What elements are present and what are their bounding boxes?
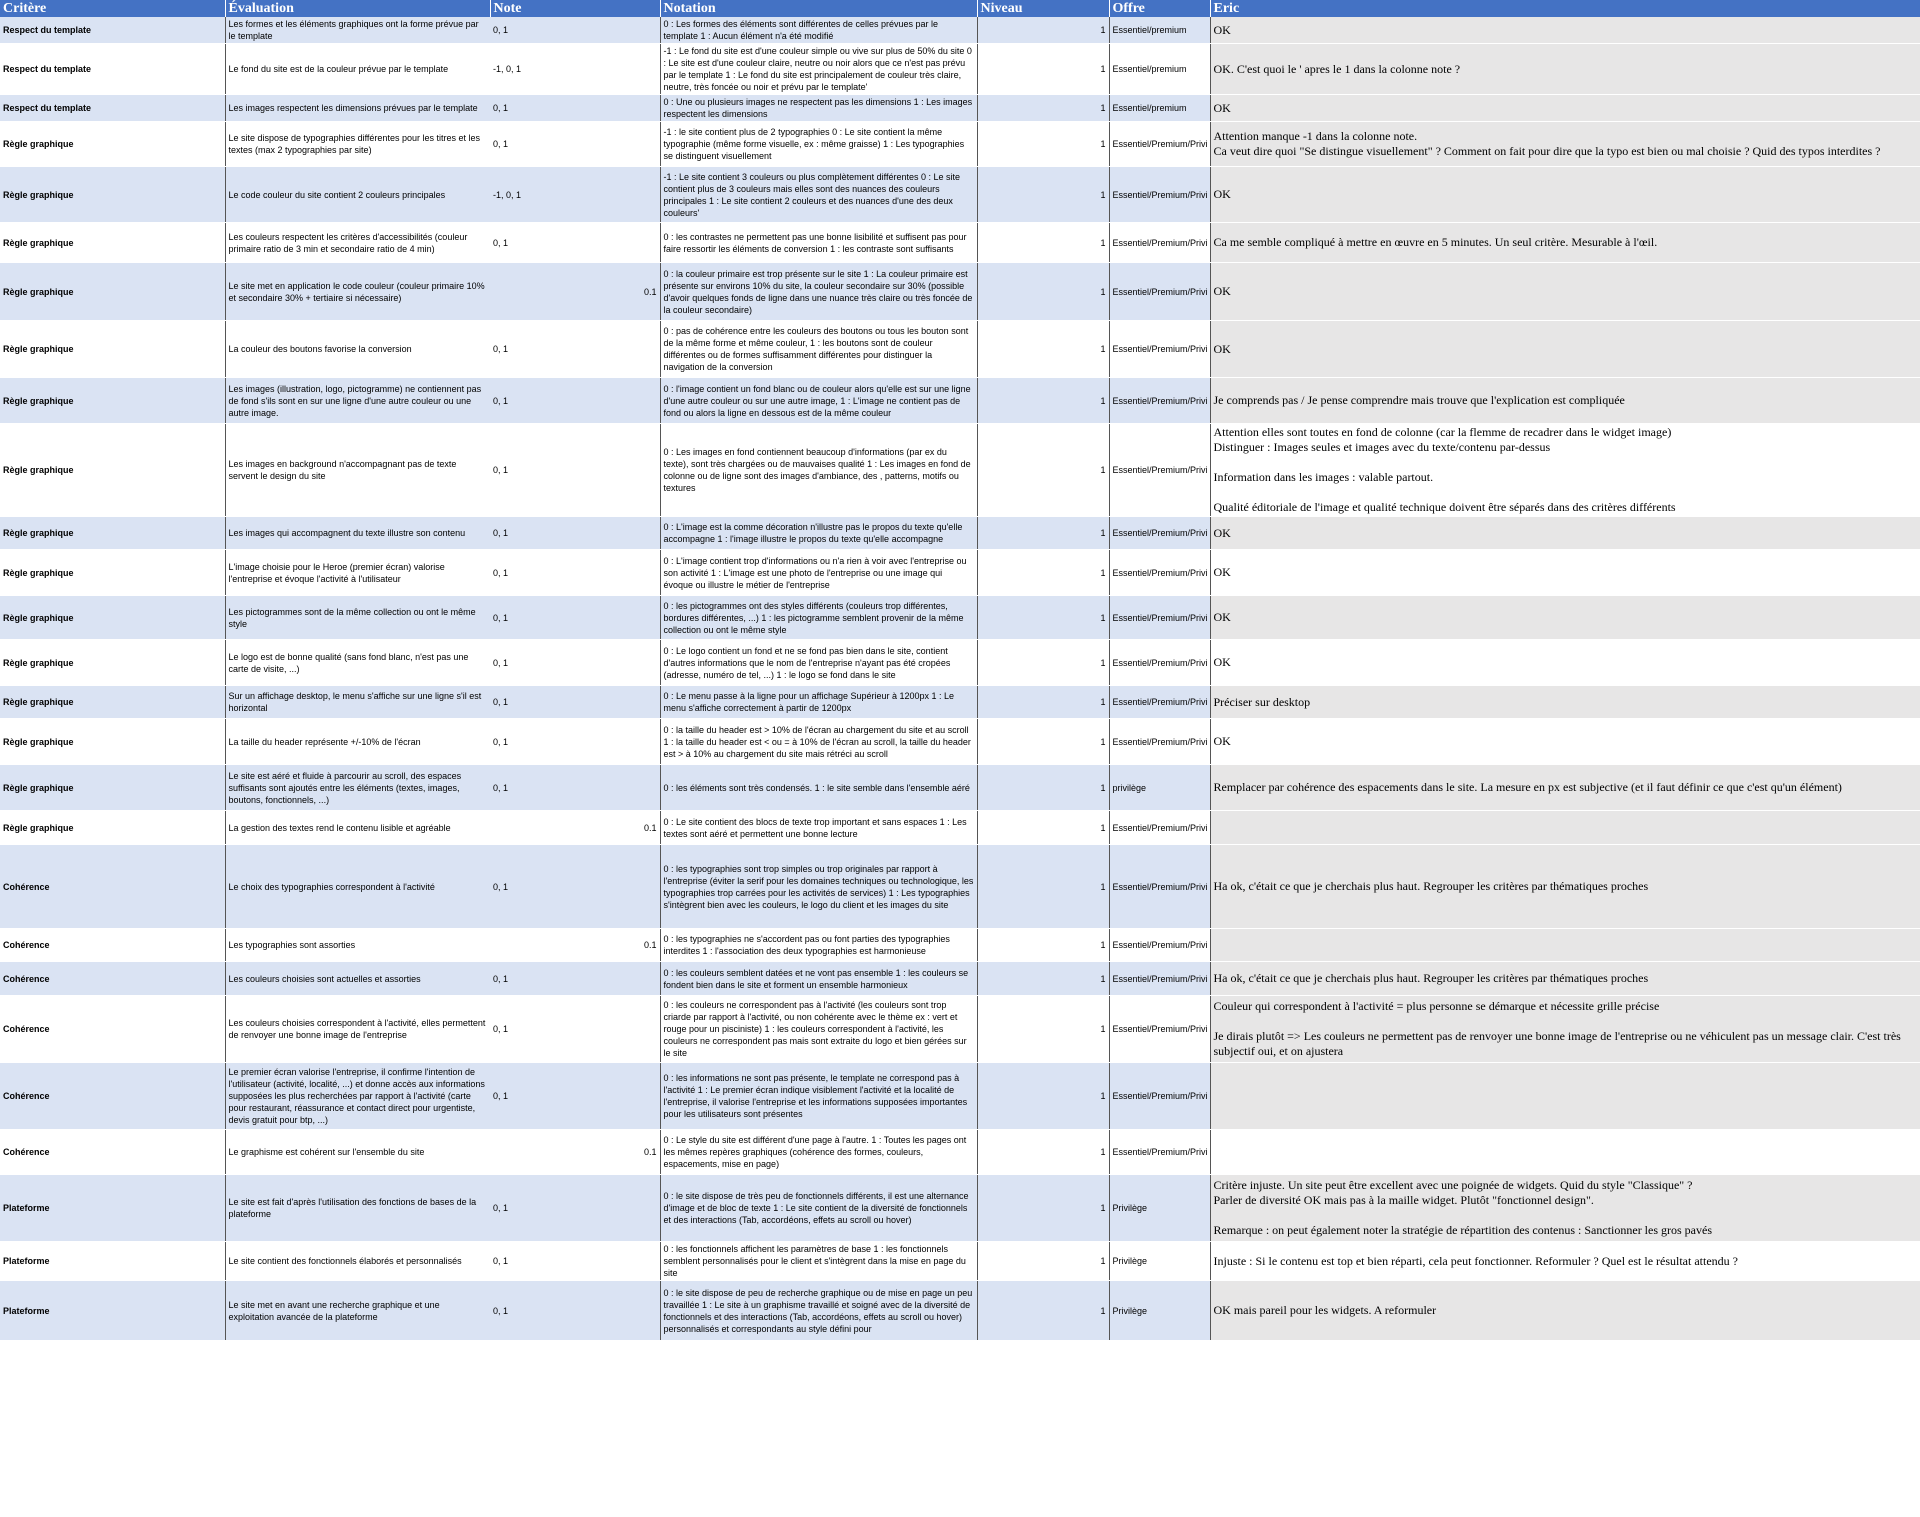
cell-critere[interactable]: Règle graphique <box>0 517 225 550</box>
cell-critere[interactable]: Règle graphique <box>0 596 225 640</box>
cell-critere[interactable]: Règle graphique <box>0 640 225 686</box>
cell-note[interactable]: 0.1 <box>490 929 660 962</box>
cell-notation[interactable]: 0 : l'image contient un fond blanc ou de couleur alors qu'elle est sur une ligne d'une autre couleur ou sur une autre image, 1 : L'image ne contient pas de fond ou alors la ligne en dessous est de la même couleur <box>660 378 977 424</box>
cell-notation[interactable]: 0 : les fonctionnels affichent les paramètres de base 1 : les fonctionnels semblent personnalisés pour le client et s'intègrent dans la mise en page du site <box>660 1242 977 1281</box>
cell-critere[interactable]: Respect du template <box>0 95 225 122</box>
cell-eric[interactable]: Couleur qui correspondent à l'activité = plus personne se démarque et nécessite grille précise Je dirais plutôt => Les couleurs ne permettent pas de renvoyer une bonne image de l'entreprise ou ne véhiculent pas un message clair. C'est très subjectif oui, et on ajustera <box>1210 996 1920 1063</box>
cell-evaluation[interactable]: Les typographies sont assorties <box>225 929 490 962</box>
cell-notation[interactable]: 0 : la taille du header est > 10% de l'écran au chargement du site et au scroll 1 : la taille du header est < ou = à 10% de l'écran au scroll, la taille du header est > à 10% au chargement du site mais rétréci au scroll <box>660 719 977 765</box>
cell-critere[interactable]: Cohérence <box>0 929 225 962</box>
cell-niveau[interactable]: 1 <box>977 424 1109 517</box>
cell-note[interactable]: 0, 1 <box>490 1175 660 1242</box>
cell-offre[interactable]: Essentiel/Premium/Privi <box>1109 1063 1210 1130</box>
table-row <box>0 596 1920 640</box>
cell-offre[interactable]: Essentiel/Premium/Privi <box>1109 962 1210 996</box>
cell-critere[interactable]: Cohérence <box>0 962 225 996</box>
cell-eric[interactable]: Remplacer par cohérence des espacements dans le site. La mesure en px est subjective (et il faut définir ce que c'est qu'un élément) <box>1210 765 1920 811</box>
cell-eric[interactable]: Attention manque -1 dans la colonne note. Ca veut dire quoi "Se distingue visuellement" ? Comment on fait pour dire que la typo est bien ou mal choisie ? Quid des typos interdites ? <box>1210 122 1920 167</box>
cell-offre[interactable]: Privilège <box>1109 1281 1210 1341</box>
cell-evaluation[interactable]: Le site met en avant une recherche graphique et une exploitation avancée de la plateforme <box>225 1281 490 1341</box>
cell-niveau[interactable]: 1 <box>977 122 1109 167</box>
cell-offre[interactable]: Essentiel/Premium/Privi <box>1109 424 1210 517</box>
cell-offre[interactable]: privilège <box>1109 765 1210 811</box>
table-row <box>0 223 1920 263</box>
cell-offre[interactable]: Essentiel/Premium/Privi <box>1109 811 1210 845</box>
table-row <box>0 44 1920 95</box>
cell-offre[interactable]: Essentiel/Premium/Privi <box>1109 845 1210 929</box>
cell-offre[interactable]: Essentiel/Premium/Privi <box>1109 223 1210 263</box>
cell-evaluation[interactable]: Le site est aéré et fluide à parcourir au scroll, des espaces suffisants sont ajoutés entre les éléments (textes, images, boutons, fonctionnels, ...) <box>225 765 490 811</box>
cell-eric[interactable]: OK <box>1210 719 1920 765</box>
cell-offre[interactable]: Essentiel/premium <box>1109 17 1210 44</box>
cell-critere[interactable]: Règle graphique <box>0 321 225 378</box>
cell-offre[interactable]: Essentiel/premium <box>1109 44 1210 95</box>
table-row <box>0 765 1920 811</box>
cell-niveau[interactable]: 1 <box>977 1242 1109 1281</box>
cell-evaluation[interactable]: Le site contient des fonctionnels élaborés et personnalisés <box>225 1242 490 1281</box>
cell-critere[interactable]: Règle graphique <box>0 122 225 167</box>
cell-eric[interactable]: OK <box>1210 517 1920 550</box>
cell-niveau[interactable]: 1 <box>977 1281 1109 1341</box>
table-row <box>0 517 1920 550</box>
cell-critere[interactable]: Respect du template <box>0 44 225 95</box>
cell-offre[interactable]: Essentiel/Premium/Privi <box>1109 929 1210 962</box>
cell-notation[interactable]: 0 : les couleurs semblent datées et ne vont pas ensemble 1 : les couleurs se fondent bien dans le site et forment un ensemble harmonieux <box>660 962 977 996</box>
cell-offre[interactable]: Essentiel/Premium/Privi <box>1109 1130 1210 1175</box>
cell-note[interactable]: 0, 1 <box>490 424 660 517</box>
header-critere[interactable]: Critère <box>0 0 225 17</box>
cell-offre[interactable]: Essentiel/Premium/Privi <box>1109 596 1210 640</box>
cell-eric[interactable]: OK <box>1210 167 1920 223</box>
cell-niveau[interactable]: 1 <box>977 640 1109 686</box>
cell-note[interactable]: 0, 1 <box>490 17 660 44</box>
cell-niveau[interactable]: 1 <box>977 686 1109 719</box>
cell-niveau[interactable]: 1 <box>977 962 1109 996</box>
cell-evaluation[interactable]: Les pictogrammes sont de la même collection ou ont le même style <box>225 596 490 640</box>
cell-eric[interactable] <box>1210 1063 1920 1130</box>
cell-offre[interactable]: Essentiel/Premium/Privi <box>1109 517 1210 550</box>
cell-eric[interactable]: OK <box>1210 596 1920 640</box>
cell-niveau[interactable]: 1 <box>977 167 1109 223</box>
cell-notation[interactable]: 0 : les typographies sont trop simples ou trop originales par rapport à l'entreprise (éviter la serif pour les domaines techniques ou technologique, les typographies trop carrées pour les activités de services) 1 : Les typographies s'intègrent bien avec les couleurs, le logo du client et les images du site <box>660 845 977 929</box>
cell-notation[interactable]: 0 : L'image est la comme décoration n'illustre pas le propos du texte qu'elle accompagne 1 : l'image illustre le propos du texte qu'elle accompagne <box>660 517 977 550</box>
cell-note[interactable]: 0, 1 <box>490 122 660 167</box>
cell-offre[interactable]: Essentiel/Premium/Privi <box>1109 996 1210 1063</box>
table-row <box>0 1130 1920 1175</box>
cell-niveau[interactable]: 1 <box>977 44 1109 95</box>
cell-note[interactable]: 0, 1 <box>490 95 660 122</box>
cell-niveau[interactable]: 1 <box>977 517 1109 550</box>
table-row <box>0 550 1920 596</box>
table-row <box>0 996 1920 1063</box>
cell-note[interactable]: -1, 0, 1 <box>490 167 660 223</box>
cell-eric[interactable]: Ha ok, c'était ce que je cherchais plus haut. Regrouper les critères par thématiques proches <box>1210 962 1920 996</box>
cell-evaluation[interactable]: Le graphisme est cohérent sur l'ensemble du site <box>225 1130 490 1175</box>
cell-notation[interactable]: 0 : les typographies ne s'accordent pas ou font parties des typographies interdites 1 : l'association des deux typographies est harmonieuse <box>660 929 977 962</box>
cell-eric[interactable]: OK <box>1210 640 1920 686</box>
cell-eric[interactable]: OK. C'est quoi le ' apres le 1 dans la colonne note ? <box>1210 44 1920 95</box>
table-row <box>0 17 1920 44</box>
cell-niveau[interactable]: 1 <box>977 550 1109 596</box>
cell-note[interactable]: 0, 1 <box>490 1063 660 1130</box>
table-row <box>0 1063 1920 1130</box>
cell-eric[interactable]: Attention elles sont toutes en fond de colonne (car la flemme de recadrer dans le widget image) Distinguer : Images seules et images avec du texte/contenu par-dessus Information dans les images : valable partout. Qualité éditoriale de l'image et qualité technique doivent être séparés dans des critères différents <box>1210 424 1920 517</box>
cell-offre[interactable]: Essentiel/Premium/Privi <box>1109 686 1210 719</box>
table-row <box>0 686 1920 719</box>
cell-note[interactable]: 0.1 <box>490 1130 660 1175</box>
cell-offre[interactable]: Essentiel/Premium/Privi <box>1109 640 1210 686</box>
cell-niveau[interactable]: 1 <box>977 765 1109 811</box>
cell-note[interactable]: -1, 0, 1 <box>490 44 660 95</box>
cell-evaluation[interactable]: La taille du header représente +/-10% de l'écran <box>225 719 490 765</box>
cell-niveau[interactable]: 1 <box>977 845 1109 929</box>
cell-offre[interactable]: Essentiel/Premium/Privi <box>1109 719 1210 765</box>
cell-critere[interactable]: Règle graphique <box>0 765 225 811</box>
table-row <box>0 321 1920 378</box>
cell-evaluation[interactable]: Les images (illustration, logo, pictogramme) ne contiennent pas de fond s'ils sont en sur une ligne d'une autre couleur ou une autre image. <box>225 378 490 424</box>
cell-critere[interactable]: Plateforme <box>0 1175 225 1242</box>
cell-note[interactable]: 0, 1 <box>490 550 660 596</box>
cell-evaluation[interactable]: Les formes et les éléments graphiques ont la forme prévue par le template <box>225 17 490 44</box>
cell-offre[interactable]: Essentiel/Premium/Privi <box>1109 122 1210 167</box>
cell-notation[interactable]: 0 : Le style du site est différent d'une page à l'autre. 1 : Toutes les pages ont les mêmes repères graphiques (cohérence des formes, couleurs, espacements, mise en page) <box>660 1130 977 1175</box>
cell-evaluation[interactable]: Le site est fait d'après l'utilisation des fonctions de bases de la plateforme <box>225 1175 490 1242</box>
cell-note[interactable]: 0, 1 <box>490 378 660 424</box>
cell-evaluation[interactable]: Les couleurs choisies correspondent à l'activité, elles permettent de renvoyer une bonne image de l'entreprise <box>225 996 490 1063</box>
cell-evaluation[interactable]: Le site met en application le code couleur (couleur primaire 10% et secondaire 30% + tertiaire si nécessaire) <box>225 263 490 321</box>
cell-critere[interactable]: Plateforme <box>0 1281 225 1341</box>
cell-eric[interactable]: Critère injuste. Un site peut être excellent avec une poignée de widgets. Quid du style "Classique" ? Parler de diversité OK mais pas à la maille widget. Plutôt "fonctionnel design". Remarque : on peut également noter la stratégie de répartition des contenus : Sanctionner les gros pavés <box>1210 1175 1920 1242</box>
cell-notation[interactable]: 0 : les informations ne sont pas présente, le template ne correspond pas à l'activité 1 : Le premier écran indique visiblement l'activité et la localité de l'entreprise, il valorise l'entreprise et les informations supposées importantes pour les utilisateurs sont présentes <box>660 1063 977 1130</box>
table-row <box>0 1175 1920 1242</box>
header-evaluation[interactable]: Évaluation <box>225 0 490 17</box>
cell-note[interactable]: 0, 1 <box>490 223 660 263</box>
table-body <box>0 17 1920 1341</box>
cell-evaluation[interactable]: Le logo est de bonne qualité (sans fond blanc, n'est pas une carte de visite, ...) <box>225 640 490 686</box>
cell-evaluation[interactable]: Les images en background n'accompagnant pas de texte servent le design du site <box>225 424 490 517</box>
cell-notation[interactable]: 0 : Le logo contient un fond et ne se fond pas bien dans le site, contient d'autres informations que le nom de l'entreprise n'ayant pas été cropées (adresse, numéro de tel, ...) 1 : le logo se fond dans le site <box>660 640 977 686</box>
cell-notation[interactable]: 0 : pas de cohérence entre les couleurs des boutons ou tous les bouton sont de la même forme et même couleur, 1 : les boutons sont de couleur différentes ou de formes suffisamment différentes pour distinguer la navigation de la conversion <box>660 321 977 378</box>
cell-notation[interactable]: 0 : les éléments sont très condensés. 1 : le site semble dans l'ensemble aéré <box>660 765 977 811</box>
cell-critere[interactable]: Cohérence <box>0 1063 225 1130</box>
cell-offre[interactable]: Essentiel/Premium/Privi <box>1109 550 1210 596</box>
header-row <box>0 0 1920 17</box>
cell-niveau[interactable]: 1 <box>977 321 1109 378</box>
cell-notation[interactable]: 0 : le site dispose de peu de recherche graphique ou de mise en page un peu travaillée 1 : Le site à un graphisme travaillé et soigné avec de la diversité de fonctionnels et des interactions (Tab, accordéons, effets au scroll ou hover) personnalisés et correspondants au style défini pour <box>660 1281 977 1341</box>
cell-critere[interactable]: Règle graphique <box>0 550 225 596</box>
table-row <box>0 1281 1920 1341</box>
cell-niveau[interactable]: 1 <box>977 263 1109 321</box>
cell-niveau[interactable]: 1 <box>977 811 1109 845</box>
header-offre[interactable]: Offre <box>1109 0 1210 17</box>
cell-critere[interactable]: Respect du template <box>0 17 225 44</box>
cell-note[interactable]: 0, 1 <box>490 719 660 765</box>
cell-niveau[interactable]: 1 <box>977 929 1109 962</box>
cell-note[interactable]: 0, 1 <box>490 996 660 1063</box>
cell-evaluation[interactable]: Sur un affichage desktop, le menu s'affiche sur une ligne s'il est horizontal <box>225 686 490 719</box>
table-row <box>0 811 1920 845</box>
cell-critere[interactable]: Cohérence <box>0 996 225 1063</box>
cell-critere[interactable]: Règle graphique <box>0 167 225 223</box>
cell-eric[interactable]: OK <box>1210 17 1920 44</box>
table-row <box>0 929 1920 962</box>
cell-offre[interactable]: Essentiel/premium <box>1109 95 1210 122</box>
cell-offre[interactable]: Privilège <box>1109 1242 1210 1281</box>
cell-critere[interactable]: Règle graphique <box>0 686 225 719</box>
cell-note[interactable]: 0, 1 <box>490 1242 660 1281</box>
cell-critere[interactable]: Règle graphique <box>0 719 225 765</box>
cell-niveau[interactable]: 1 <box>977 1175 1109 1242</box>
cell-note[interactable]: 0, 1 <box>490 596 660 640</box>
cell-evaluation[interactable]: Le premier écran valorise l'entreprise, il confirme l'intention de l'utilisateur (activité, localité, ...) et donne accès aux informations supposées les plus recherchées par rapport à l'activité (carte pour restaurant, réassurance et contact direct pour urgentiste, devis gratuit pour btp, ...) <box>225 1063 490 1130</box>
cell-eric[interactable]: Ca me semble compliqué à mettre en œuvre en 5 minutes. Un seul critère. Mesurable à l'œil. <box>1210 223 1920 263</box>
cell-note[interactable]: 0, 1 <box>490 686 660 719</box>
cell-critere[interactable]: Cohérence <box>0 845 225 929</box>
cell-niveau[interactable]: 1 <box>977 95 1109 122</box>
cell-notation[interactable]: 0 : la couleur primaire est trop présente sur le site 1 : La couleur primaire est présente sur environs 10% du site, la couleur secondaire sur 30% (possible d'avoir quelques fonds de ligne dans une nuance très claire ou très foncée de la couleur secondaire) <box>660 263 977 321</box>
cell-critere[interactable]: Règle graphique <box>0 263 225 321</box>
cell-notation[interactable]: 0 : les couleurs ne correspondent pas à l'activité (les couleurs sont trop criarde par rapport à l'activité, ou non cohérente avec le thème ex : vert et rouge pour un pisciniste) 1 : les couleurs correspondent à l'activité, les couleurs ne correspondent pas mais sont extraite du logo et bien gérées sur le site <box>660 996 977 1063</box>
header-eric[interactable]: Eric <box>1210 0 1920 17</box>
cell-note[interactable]: 0, 1 <box>490 517 660 550</box>
table-row <box>0 167 1920 223</box>
cell-evaluation[interactable]: Les couleurs respectent les critères d'accessibilités (couleur primaire ratio de 3 min et secondaire ratio de 4 min) <box>225 223 490 263</box>
cell-eric[interactable] <box>1210 1130 1920 1175</box>
cell-niveau[interactable]: 1 <box>977 996 1109 1063</box>
cell-eric[interactable]: Ha ok, c'était ce que je cherchais plus haut. Regrouper les critères par thématiques proches <box>1210 845 1920 929</box>
cell-evaluation[interactable]: La gestion des textes rend le contenu lisible et agréable <box>225 811 490 845</box>
cell-niveau[interactable]: 1 <box>977 1130 1109 1175</box>
cell-offre[interactable]: Essentiel/Premium/Privi <box>1109 321 1210 378</box>
cell-note[interactable]: 0, 1 <box>490 962 660 996</box>
header-notation[interactable]: Notation <box>660 0 977 17</box>
cell-notation[interactable]: 0 : les pictogrammes ont des styles différents (couleurs trop différentes, bordures différentes, ...) 1 : les pictogramme semblent provenir de la même collection ou ont le même style <box>660 596 977 640</box>
cell-notation[interactable]: 0 : Les images en fond contiennent beaucoup d'informations (par ex du texte), sont très chargées ou de mauvaises qualité 1 : Les images en fond de colonne ou de ligne sont des images d'ambiance, des , patterns, motifs ou textures <box>660 424 977 517</box>
cell-niveau[interactable]: 1 <box>977 17 1109 44</box>
cell-critere[interactable]: Plateforme <box>0 1242 225 1281</box>
table-row <box>0 95 1920 122</box>
header-niveau[interactable]: Niveau <box>977 0 1109 17</box>
cell-eric[interactable] <box>1210 811 1920 845</box>
table-row <box>0 378 1920 424</box>
header-note[interactable]: Note <box>490 0 660 17</box>
table-row <box>0 424 1920 517</box>
cell-offre[interactable]: Essentiel/Premium/Privi <box>1109 167 1210 223</box>
table-row <box>0 962 1920 996</box>
cell-notation[interactable]: 0 : le site dispose de très peu de fonctionnels différents, il est une alternance d'image et de bloc de texte 1 : Le site contient de la diversité de fonctionnels et des interactions (Tab, accordéons, effets au scroll ou hover) <box>660 1175 977 1242</box>
cell-offre[interactable]: Privilège <box>1109 1175 1210 1242</box>
cell-notation[interactable]: 0 : Les formes des éléments sont différentes de celles prévues par le template 1 : Aucun élément n'a été modifié <box>660 17 977 44</box>
cell-eric[interactable]: OK <box>1210 321 1920 378</box>
cell-note[interactable]: 0, 1 <box>490 845 660 929</box>
cell-note[interactable]: 0, 1 <box>490 1281 660 1341</box>
table-row <box>0 719 1920 765</box>
cell-evaluation[interactable]: Les images respectent les dimensions prévues par le template <box>225 95 490 122</box>
cell-notation[interactable]: 0 : les contrastes ne permettent pas une bonne lisibilité et suffisent pas pour faire ressortir les éléments de conversion 1 : les contraste sont suffisants <box>660 223 977 263</box>
cell-note[interactable]: 0.1 <box>490 263 660 321</box>
cell-evaluation[interactable]: Le site dispose de typographies différentes pour les titres et les textes (max 2 typographies par site) <box>225 122 490 167</box>
cell-notation[interactable]: -1 : Le fond du site est d'une couleur simple ou vive sur plus de 50% du site 0 : Le site est d'une couleur claire, neutre ou noir alors que ce n'est pas prévu par le template 1 : Le fond du site est principalement de couleur très claire, neutre, très foncée ou noir et prévu par le template' <box>660 44 977 95</box>
cell-notation[interactable]: -1 : le site contient plus de 2 typographies 0 : Le site contient la même typographie (même forme visuelle, ex : même graisse) 1 : Les typographies se distinguent visuellement <box>660 122 977 167</box>
table-row <box>0 640 1920 686</box>
cell-eric[interactable]: OK <box>1210 263 1920 321</box>
cell-notation[interactable]: 0 : L'image contient trop d'informations ou n'a rien à voir avec l'entreprise ou son activité 1 : L'image est une photo de l'entreprise ou une image qui évoque ou illustre le métier de l'entreprise <box>660 550 977 596</box>
cell-notation[interactable]: -1 : Le site contient 3 couleurs ou plus complètement différentes 0 : Le site contient plus de 3 couleurs mais elles sont des nuances des couleurs principales 1 : Le site contient 2 couleurs et des nuances d'une des deux couleurs' <box>660 167 977 223</box>
cell-niveau[interactable]: 1 <box>977 378 1109 424</box>
cell-note[interactable]: 0.1 <box>490 811 660 845</box>
cell-critere[interactable]: Règle graphique <box>0 378 225 424</box>
cell-eric[interactable]: OK <box>1210 550 1920 596</box>
table-row <box>0 1242 1920 1281</box>
cell-critere[interactable]: Cohérence <box>0 1130 225 1175</box>
cell-niveau[interactable]: 1 <box>977 596 1109 640</box>
cell-critere[interactable]: Règle graphique <box>0 811 225 845</box>
cell-evaluation[interactable]: Les couleurs choisies sont actuelles et assorties <box>225 962 490 996</box>
cell-evaluation[interactable]: Le code couleur du site contient 2 couleurs principales <box>225 167 490 223</box>
cell-note[interactable]: 0, 1 <box>490 321 660 378</box>
cell-eric[interactable]: Je comprends pas / Je pense comprendre mais trouve que l'explication est compliquée <box>1210 378 1920 424</box>
cell-evaluation[interactable]: L'image choisie pour le Heroe (premier écran) valorise l'entreprise et évoque l'activité à l'utilisateur <box>225 550 490 596</box>
cell-notation[interactable]: 0 : Le menu passe à la ligne pour un affichage Supérieur à 1200px 1 : Le menu s'affiche correctement à partir de 1200px <box>660 686 977 719</box>
cell-evaluation[interactable]: Les images qui accompagnent du texte illustre son contenu <box>225 517 490 550</box>
cell-note[interactable]: 0, 1 <box>490 765 660 811</box>
cell-critere[interactable]: Règle graphique <box>0 223 225 263</box>
cell-eric[interactable]: Préciser sur desktop <box>1210 686 1920 719</box>
cell-niveau[interactable]: 1 <box>977 1063 1109 1130</box>
cell-eric[interactable] <box>1210 929 1920 962</box>
table-row <box>0 263 1920 321</box>
cell-evaluation[interactable]: Le choix des typographies correspondent à l'activité <box>225 845 490 929</box>
cell-offre[interactable]: Essentiel/Premium/Privi <box>1109 378 1210 424</box>
cell-offre[interactable]: Essentiel/Premium/Privi <box>1109 263 1210 321</box>
cell-evaluation[interactable]: La couleur des boutons favorise la conversion <box>225 321 490 378</box>
cell-niveau[interactable]: 1 <box>977 223 1109 263</box>
cell-notation[interactable]: 0 : Le site contient des blocs de texte trop important et sans espaces 1 : Les textes sont aéré et permettent une bonne lecture <box>660 811 977 845</box>
cell-evaluation[interactable]: Le fond du site est de la couleur prévue par le template <box>225 44 490 95</box>
cell-eric[interactable]: Injuste : Si le contenu est top et bien réparti, cela peut fonctionner. Reformuler ? Quel est le résultat attendu ? <box>1210 1242 1920 1281</box>
cell-eric[interactable]: OK <box>1210 95 1920 122</box>
cell-note[interactable]: 0, 1 <box>490 640 660 686</box>
cell-niveau[interactable]: 1 <box>977 719 1109 765</box>
table-row <box>0 122 1920 167</box>
cell-eric[interactable]: OK mais pareil pour les widgets. A reformuler <box>1210 1281 1920 1341</box>
table-row <box>0 845 1920 929</box>
cell-critere[interactable]: Règle graphique <box>0 424 225 517</box>
cell-notation[interactable]: 0 : Une ou plusieurs images ne respectent pas les dimensions 1 : Les images respectent les dimensions <box>660 95 977 122</box>
